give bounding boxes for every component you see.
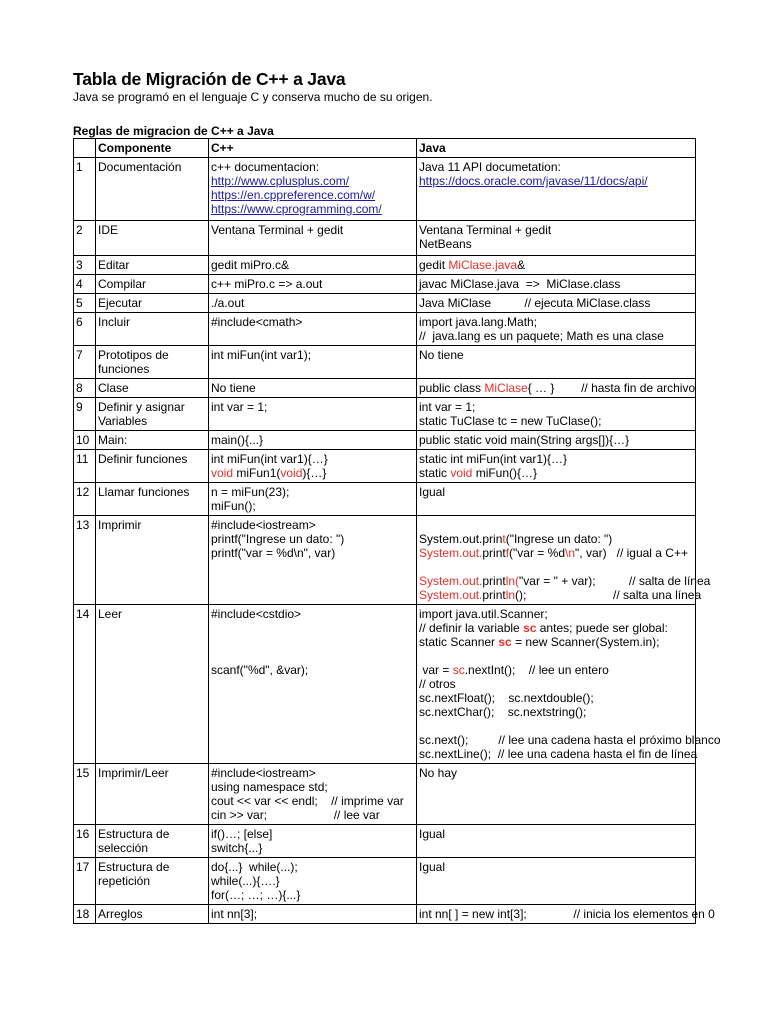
java-line: static int miFun(int var1){…} xyxy=(419,452,568,466)
component-label: Ejecutar xyxy=(98,296,143,310)
highlighted-text: ln xyxy=(505,574,516,588)
component-cell xyxy=(96,450,209,483)
code-text: ", var) // igual a C++ xyxy=(575,546,688,560)
section-title: Reglas de migracion de C++ a Java xyxy=(73,124,274,138)
cpp-line: gedit miPro.c& xyxy=(211,258,290,272)
java-line xyxy=(419,635,693,649)
cpp-line: n = miFun(23); xyxy=(211,485,290,499)
highlighted-text: System.out. xyxy=(419,588,483,602)
cpp-cell xyxy=(209,275,417,294)
highlighted-text: \n xyxy=(565,546,576,560)
page-title: Tabla de Migración de C++ a Java xyxy=(73,69,346,89)
java-line xyxy=(419,532,693,546)
spacer xyxy=(419,719,693,733)
java-line: Java MiClase // ejecuta MiClase.class xyxy=(419,296,651,310)
java-line: sc.next(); // lee una cadena hasta el próximo blanco xyxy=(419,733,721,747)
code-text: static xyxy=(419,466,451,480)
cpp-line: scanf("%d", &var); xyxy=(211,663,309,677)
java-line xyxy=(419,546,693,560)
code-text: print xyxy=(482,588,506,602)
code-text: ){…} xyxy=(302,466,327,480)
component-label: Arreglos xyxy=(98,907,143,921)
highlighted-text: MiClase.java xyxy=(448,258,518,272)
code-text: miFun(){…} xyxy=(472,466,538,480)
code-text: var = xyxy=(419,663,453,677)
row-number: 10 xyxy=(74,431,96,450)
header-num xyxy=(74,139,96,158)
code-text: static Scanner xyxy=(419,635,499,649)
java-cell xyxy=(417,825,696,858)
component-label: Llamar funciones xyxy=(98,485,190,499)
java-cell xyxy=(417,256,696,275)
java-line: Java 11 API documetation: xyxy=(419,160,561,174)
highlighted-text: System.out. xyxy=(419,574,483,588)
code-text: (); // salta una línea xyxy=(515,588,702,602)
java-cell xyxy=(417,905,715,924)
code-text: .nextInt(); // lee un entero xyxy=(464,663,609,677)
row-number: 15 xyxy=(74,764,96,825)
migration-table xyxy=(73,138,721,924)
code-text: print xyxy=(482,574,506,588)
java-line: sc.nextFloat(); sc.nextdouble(); xyxy=(419,691,594,705)
cpp-cell xyxy=(209,398,417,431)
component-cell xyxy=(96,346,209,379)
component-label: IDE xyxy=(98,223,119,237)
java-line xyxy=(419,258,693,272)
component-label: repetición xyxy=(98,874,151,888)
table-row xyxy=(74,275,696,294)
table-row xyxy=(74,483,696,516)
java-line: public static void main(String args[]){…} xyxy=(419,433,630,447)
spacer xyxy=(419,560,693,574)
highlighted-text: t xyxy=(502,532,506,546)
java-line: javac MiClase.java => MiClase.class xyxy=(419,277,621,291)
row-number: 9 xyxy=(74,398,96,431)
cpp-cell xyxy=(209,379,417,398)
cpp-cell xyxy=(209,431,417,450)
component-label: Definir y asignar xyxy=(98,400,185,414)
cpp-cell xyxy=(209,256,417,275)
component-label: Incluir xyxy=(98,315,131,329)
component-cell xyxy=(96,313,209,346)
row-number: 14 xyxy=(74,605,96,764)
row-number: 16 xyxy=(74,825,96,858)
java-line: No hay xyxy=(419,766,458,780)
table-row xyxy=(74,398,696,431)
component-label: funciones xyxy=(98,362,150,376)
java-cell xyxy=(417,379,696,398)
component-label: Leer xyxy=(98,607,123,621)
cpp-line: int miFun(int var1); xyxy=(211,348,312,362)
code-text: { … } // hasta fin de archivo xyxy=(527,381,696,395)
cpp-line: #include<cstdio> xyxy=(211,607,302,621)
java-cell xyxy=(417,346,696,379)
java-cell xyxy=(417,221,696,256)
cpp-line: ./a.out xyxy=(211,296,245,310)
cpp-line: int miFun(int var1){…} xyxy=(211,452,328,466)
java-line: sc.nextLine(); // lee una cadena hasta el fin de línea xyxy=(419,747,698,761)
component-cell xyxy=(96,905,209,924)
highlighted-text: void xyxy=(280,466,303,480)
component-label: Estructura de xyxy=(98,860,170,874)
table-row xyxy=(74,905,696,924)
row-number: 13 xyxy=(74,516,96,605)
highlighted-text: sc xyxy=(452,663,465,677)
component-cell xyxy=(96,605,209,764)
component-cell xyxy=(96,858,209,905)
cpp-line: miFun(); xyxy=(211,499,256,513)
java-line: import java.lang.Math; xyxy=(419,315,538,329)
table-row xyxy=(74,764,696,825)
component-label: Estructura de xyxy=(98,827,170,841)
row-number: 7 xyxy=(74,346,96,379)
highlighted-text: sc xyxy=(498,635,512,649)
java-line: int nn[ ] = new int[3]; // inicia los elementos en 0 xyxy=(419,907,715,921)
table-row xyxy=(74,450,696,483)
table-row xyxy=(74,431,696,450)
java-line: sc.nextChar(); sc.nextstring(); xyxy=(419,705,587,719)
cpp-cell xyxy=(209,905,417,924)
code-text: ("var = %d xyxy=(509,546,565,560)
cpp-line: #include<iostream> xyxy=(211,518,316,532)
cplusplus-link[interactable]: http://www.cplusplus.com/ xyxy=(211,174,350,188)
table-row xyxy=(74,605,696,764)
java-api-link[interactable]: https://docs.oracle.com/javase/11/docs/api/ xyxy=(419,174,648,188)
highlighted-text: ln xyxy=(505,588,516,602)
row-number: 11 xyxy=(74,450,96,483)
row-number: 5 xyxy=(74,294,96,313)
code-text: "var = " + var); // salta de línea xyxy=(519,574,711,588)
table-row xyxy=(74,858,696,905)
code-text: miFun1( xyxy=(233,466,281,480)
row-number: 3 xyxy=(74,256,96,275)
table-row xyxy=(74,221,696,256)
spacer xyxy=(419,518,693,532)
java-cell xyxy=(417,764,696,825)
cpp-line xyxy=(211,466,414,480)
cpp-cell xyxy=(209,313,417,346)
cpp-line: #include<iostream> xyxy=(211,766,316,780)
cpp-line: printf("Ingrese un dato: ") xyxy=(211,532,345,546)
java-line: int var = 1; xyxy=(419,400,476,414)
component-cell xyxy=(96,275,209,294)
component-cell xyxy=(96,483,209,516)
cpp-line: Ventana Terminal + gedit xyxy=(211,223,344,237)
cpp-cell xyxy=(209,158,417,221)
cpp-line: main(){...} xyxy=(211,433,264,447)
code-text: System.out.prin xyxy=(419,532,503,546)
component-label: selección xyxy=(98,841,149,855)
cpp-cell xyxy=(209,221,417,256)
java-line: NetBeans xyxy=(419,237,472,251)
component-label: Main: xyxy=(98,433,128,447)
java-line: import java.util.Scanner; xyxy=(419,607,548,621)
cpp-line: switch{...} xyxy=(211,841,263,855)
java-cell xyxy=(417,158,696,221)
cpp-cell xyxy=(209,825,417,858)
component-cell xyxy=(96,431,209,450)
java-line xyxy=(419,381,696,395)
java-line xyxy=(419,588,702,602)
component-cell xyxy=(96,516,209,605)
cpp-line: if()…; [else] xyxy=(211,827,273,841)
code-text: antes; puede ser global: xyxy=(536,621,668,635)
row-number: 12 xyxy=(74,483,96,516)
java-cell xyxy=(417,313,696,346)
table-row xyxy=(74,346,696,379)
java-line: Igual xyxy=(419,827,446,841)
component-cell xyxy=(96,221,209,256)
java-line: Ventana Terminal + gedit xyxy=(419,223,552,237)
component-cell xyxy=(96,764,209,825)
table-row xyxy=(74,313,696,346)
component-label: Imprimir/Leer xyxy=(98,766,169,780)
component-cell xyxy=(96,398,209,431)
header-componente: Componente xyxy=(96,139,209,158)
java-line: // java.lang es un paquete; Math es una clase xyxy=(419,329,664,343)
component-label: Variables xyxy=(98,414,148,428)
component-label: Clase xyxy=(98,381,129,395)
java-cell xyxy=(417,398,696,431)
cpp-line: cin >> var; // lee var xyxy=(211,808,380,822)
java-line xyxy=(419,574,711,588)
java-line: // otros xyxy=(419,677,456,691)
row-number: 1 xyxy=(74,158,96,221)
cpp-line: while(...){….} xyxy=(211,874,280,888)
java-cell xyxy=(417,516,711,605)
java-line: No tiene xyxy=(419,348,464,362)
highlighted-text: ( xyxy=(515,574,520,588)
highlighted-text: System.out. xyxy=(419,546,483,560)
java-cell xyxy=(417,294,696,313)
cpp-line: int nn[3]; xyxy=(211,907,258,921)
component-cell xyxy=(96,158,209,221)
code-text: // definir la variable xyxy=(419,621,524,635)
code-text: = new Scanner(System.in); xyxy=(511,635,660,649)
row-number: 17 xyxy=(74,858,96,905)
cppreference-link[interactable]: https://en.cppreference.com/w/ xyxy=(211,188,376,202)
highlighted-text: f xyxy=(505,546,510,560)
code-text: ("Ingrese un dato: ") xyxy=(505,532,613,546)
cpp-cell xyxy=(209,450,417,483)
highlighted-text: void xyxy=(211,466,234,480)
java-line: Igual xyxy=(419,860,446,874)
highlighted-text: MiClase xyxy=(484,381,528,395)
cpp-cell xyxy=(209,346,417,379)
code-text: & xyxy=(517,258,526,272)
cpp-cell xyxy=(209,294,417,313)
java-cell xyxy=(417,450,696,483)
cpp-cell xyxy=(209,516,417,605)
java-line xyxy=(419,663,693,677)
cpp-cell xyxy=(209,605,417,764)
cpp-cell xyxy=(209,858,417,905)
code-text: gedit xyxy=(419,258,449,272)
java-cell xyxy=(417,483,696,516)
cpp-line: #include<cmath> xyxy=(211,315,303,329)
java-line: static TuClase tc = new TuClase(); xyxy=(419,414,602,428)
code-text: print xyxy=(482,546,506,560)
component-label: Compilar xyxy=(98,277,147,291)
page-subtitle: Java se programó en el lenguaje C y conserva mucho de su origen. xyxy=(73,90,433,104)
java-cell xyxy=(417,858,696,905)
spacer xyxy=(419,649,693,663)
document-page xyxy=(73,68,721,924)
cpp-cell xyxy=(209,483,417,516)
header-cpp: C++ xyxy=(209,139,417,158)
table-row xyxy=(74,825,696,858)
java-line xyxy=(419,466,693,480)
highlighted-text: sc xyxy=(523,621,537,635)
table-row xyxy=(74,158,696,221)
row-number: 2 xyxy=(74,221,96,256)
component-cell xyxy=(96,256,209,275)
table-row xyxy=(74,256,696,275)
cpp-line: c++ documentacion: xyxy=(211,160,320,174)
cpp-line: c++ miPro.c => a.out xyxy=(211,277,323,291)
component-label: Imprimir xyxy=(98,518,142,532)
cpp-line: No tiene xyxy=(211,381,256,395)
component-label: Editar xyxy=(98,258,130,272)
header-java: Java xyxy=(417,139,696,158)
java-cell xyxy=(417,605,721,764)
java-line: Igual xyxy=(419,485,446,499)
row-number: 4 xyxy=(74,275,96,294)
component-cell xyxy=(96,294,209,313)
highlighted-text: void xyxy=(450,466,473,480)
component-cell xyxy=(96,825,209,858)
component-cell xyxy=(96,379,209,398)
component-label: Prototipos de xyxy=(98,348,169,362)
component-label: Documentación xyxy=(98,160,182,174)
spacer xyxy=(211,621,414,663)
code-text: public class xyxy=(419,381,485,395)
cpp-line: int var = 1; xyxy=(211,400,268,414)
table-row xyxy=(74,294,696,313)
cpp-line: printf("var = %d\n", var) xyxy=(211,546,336,560)
cpp-line: cout << var << endl; // imprime var xyxy=(211,794,404,808)
java-line xyxy=(419,621,693,635)
java-cell xyxy=(417,275,696,294)
table-row xyxy=(74,379,696,398)
table-row xyxy=(74,516,696,605)
row-number: 8 xyxy=(74,379,96,398)
row-number: 18 xyxy=(74,905,96,924)
cpp-cell xyxy=(209,764,417,825)
cpp-line: using namespace std; xyxy=(211,780,328,794)
row-number: 6 xyxy=(74,313,96,346)
table-header-row xyxy=(74,139,696,158)
cpp-line: for(…; …; …){...} xyxy=(211,888,301,902)
component-label: Definir funciones xyxy=(98,452,188,466)
cpp-line: do{...} while(...); xyxy=(211,860,298,874)
cprogramming-link[interactable]: https://www.cprogramming.com/ xyxy=(211,202,382,216)
java-cell xyxy=(417,431,696,450)
